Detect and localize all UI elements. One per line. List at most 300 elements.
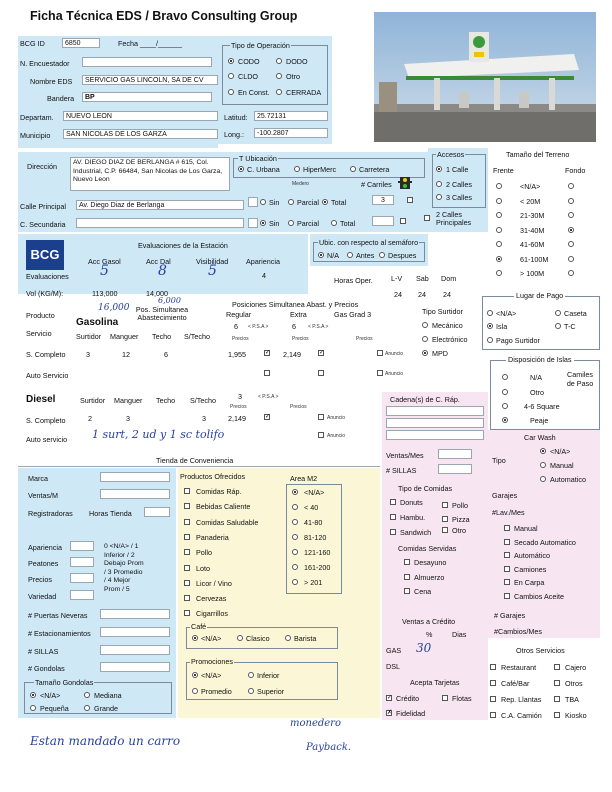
option-hipermerc: HiperMerc: [303, 165, 337, 174]
check-otros-4[interactable]: [490, 696, 496, 702]
radio-fondo-3[interactable]: [568, 227, 574, 233]
radio-area-3[interactable]: [292, 534, 298, 540]
radio-total-2[interactable]: [331, 220, 337, 226]
diesel-anuncio-check[interactable]: ✓: [265, 414, 271, 420]
gas-sc-manguer: 12: [122, 350, 130, 359]
check-producto-2[interactable]: [184, 519, 190, 525]
scale-line-2: Debajo Prom: [104, 560, 144, 567]
option-sin-2: Sin: [269, 219, 280, 228]
servicio-label: Servicio: [26, 329, 52, 338]
radio-dodo[interactable]: [276, 58, 282, 64]
option-area-0: <N/A>: [304, 488, 325, 497]
option-islas-square: 4-6 Square: [524, 402, 560, 411]
radio-sin-2[interactable]: [260, 220, 266, 226]
radio-frente-1[interactable]: [496, 198, 502, 204]
check-desayuno[interactable]: [404, 559, 410, 565]
radio-islas-square[interactable]: [502, 403, 508, 409]
radio-frente-3[interactable]: [496, 227, 502, 233]
scale-line-1: Inferior / 2: [104, 551, 135, 559]
check-cena[interactable]: [404, 588, 410, 594]
option-carwash-check-1: Secado Automatico: [514, 537, 576, 547]
option-gondola-na: <N/A>: [40, 691, 61, 700]
radio-pago-surtidor[interactable]: [487, 337, 493, 343]
depto-label: Departam.: [20, 113, 54, 122]
option-hambu: Hambu.: [400, 513, 426, 522]
radio-carretera[interactable]: [350, 166, 356, 172]
cadena-field-3[interactable]: [386, 430, 484, 440]
vol-diesel-handwritten: 6,000: [158, 296, 181, 305]
option-area-1: < 40: [304, 503, 319, 512]
radio-area-1[interactable]: [292, 504, 298, 510]
islas-title: Disposición de Islas: [508, 355, 572, 364]
diesel-anuncio-label: Anuncio: [327, 415, 346, 421]
tarjetas-title: Acepta Tarjetas: [410, 678, 460, 687]
radio-frente-2[interactable]: [496, 212, 502, 218]
option-total-1: Total: [331, 198, 347, 207]
check-otros-2[interactable]: [490, 680, 496, 686]
radio-carwash-na[interactable]: [540, 448, 546, 454]
radio-fondo-1[interactable]: [568, 198, 574, 204]
option-otros-7: Kiosko: [565, 711, 587, 720]
gondolas-field[interactable]: [100, 662, 170, 672]
encuestador-field[interactable]: [82, 57, 212, 67]
radio-fondo-4[interactable]: [568, 241, 574, 247]
radio-fondo-2[interactable]: [568, 212, 574, 218]
diesel-anuncio-check-2[interactable]: [318, 414, 324, 420]
gas-col-techo: Techo: [152, 332, 172, 341]
option-desayuno: Desayuno: [414, 558, 447, 567]
radio-area-4[interactable]: [292, 549, 298, 555]
option-promo-inferior: Inferior: [257, 671, 280, 680]
option-carwash-na: <N/A>: [550, 447, 571, 456]
eval-visibilidad-value: 5: [208, 263, 217, 279]
diesel-precios: Precios: [230, 404, 247, 410]
option-producto-6: Licor / Vino: [196, 578, 232, 588]
cambios-label: #Cambios/Mes: [494, 627, 542, 636]
cadena-ventas-field[interactable]: [438, 449, 472, 459]
variedad-label: Variedad: [28, 592, 57, 601]
depto-field[interactable]: NUEVO LEON: [63, 111, 218, 121]
check-producto-3[interactable]: [184, 534, 190, 540]
radio-mpd[interactable]: [422, 350, 428, 356]
apariencia-field[interactable]: [70, 541, 94, 551]
radio-frente-6[interactable]: [496, 270, 502, 276]
cadena-field-1[interactable]: [386, 406, 484, 416]
option-cafe-barista: Barista: [294, 634, 317, 643]
check-carwash-2[interactable]: [504, 552, 510, 558]
check-otro-comida[interactable]: [442, 527, 448, 533]
check-producto-4[interactable]: [184, 549, 190, 555]
gas-sc-surtidor: 3: [86, 350, 90, 359]
bandera-field[interactable]: BP: [82, 92, 212, 102]
option-1-calle: 1 Calle: [446, 165, 469, 174]
option-producto-1: Bebidas Caliente: [196, 502, 251, 512]
eval-apariencia-value: 4: [262, 271, 266, 280]
radio-promo-superior[interactable]: [248, 688, 254, 694]
check-donuts[interactable]: [390, 499, 396, 505]
radio-en-const[interactable]: [228, 89, 234, 95]
check-otros-6[interactable]: [490, 712, 496, 718]
option-area-2: 41-80: [304, 518, 323, 527]
horas-dom: 24: [443, 290, 451, 299]
principales-label: 2 Calles Principales: [436, 210, 472, 227]
precios-label: Precios: [28, 575, 52, 584]
productos-title: Productos Ofrecidos: [180, 472, 246, 481]
option-area-5: 161-200: [304, 563, 331, 572]
bcg-id-label: BCG ID: [20, 39, 45, 48]
option-islas-na: N/A: [530, 373, 542, 382]
terreno-option-4: 41-60M: [520, 240, 545, 249]
check-otros-0[interactable]: [490, 664, 496, 670]
radio-sin-1[interactable]: [260, 199, 266, 205]
eval-col-apariencia: Apariencia: [246, 257, 280, 266]
diesel-sc-manguer: 3: [126, 414, 130, 423]
option-area-4: 121-160: [304, 548, 331, 557]
radio-frente-0[interactable]: [496, 183, 502, 189]
check-producto-6[interactable]: [184, 580, 190, 586]
longitud-field[interactable]: -100.2807: [254, 128, 328, 138]
grade3-precios: Precios: [356, 336, 373, 342]
check-fidelidad[interactable]: ✗: [387, 710, 393, 716]
radio-codo[interactable]: [228, 58, 234, 64]
option-dodo: DODO: [286, 57, 308, 66]
municipio-label: Municipio: [20, 131, 51, 140]
option-c-urbana: C. Urbana: [247, 165, 280, 174]
bcg-logo: BCG: [26, 240, 64, 270]
eval-acc-gasol-value: 5: [100, 263, 109, 279]
extra-anuncio-check[interactable]: ✓: [319, 350, 325, 356]
peatones-label: Peatones: [28, 559, 59, 568]
option-cafe-na: <N/A>: [201, 634, 222, 643]
longitud-label: Long.:: [224, 130, 244, 139]
radio-gondola-grande[interactable]: [84, 705, 90, 711]
semaforo-title: Ubic. con respecto al semáforo: [319, 238, 419, 247]
carriles-field[interactable]: 3: [372, 195, 394, 205]
option-mpd: MPD: [432, 349, 448, 358]
radio-electronico[interactable]: [422, 336, 428, 342]
radio-gondola-mediana[interactable]: [84, 692, 90, 698]
radio-frente-4[interactable]: [496, 241, 502, 247]
terreno-option-6: > 100M: [520, 269, 545, 278]
radio-semaforo-na[interactable]: [318, 252, 324, 258]
radio-cldo[interactable]: [228, 73, 234, 79]
radio-cafe-na[interactable]: [192, 635, 198, 641]
option-pago-na: <N/A>: [496, 309, 517, 318]
radio-2-calles[interactable]: [436, 181, 442, 187]
regular-anuncio-check[interactable]: ✓: [265, 350, 271, 356]
gas-col-stecho: S/Techo: [184, 332, 210, 341]
scale-line-5: Prom / 5: [104, 585, 130, 593]
radio-area-5[interactable]: [292, 564, 298, 570]
marca-field[interactable]: [100, 472, 170, 482]
carriles-check-2[interactable]: [400, 218, 406, 224]
check-credito[interactable]: ✓: [387, 695, 393, 701]
accesos-title: Accesos: [437, 150, 465, 159]
radio-fondo-0[interactable]: [568, 183, 574, 189]
num-garajes-label: # Garajes: [494, 611, 526, 620]
medero-label: Medero: [292, 181, 309, 187]
radio-pago-caseta[interactable]: [555, 310, 561, 316]
carril2-box[interactable]: [248, 218, 258, 228]
extra-psa: < P.S.A >: [308, 324, 329, 330]
horas-tienda-label: Horas Tienda: [89, 509, 132, 518]
tipo-comidas-title: Tipo de Comidas: [398, 484, 453, 493]
variedad-field[interactable]: [70, 590, 94, 600]
radio-promo-na[interactable]: [192, 672, 198, 678]
scale-line-0: 0 <N/A> / 1: [104, 543, 139, 550]
radio-c-urbana[interactable]: [238, 166, 244, 172]
option-producto-3: Panaderia: [196, 532, 229, 542]
radio-promo-inferior[interactable]: [248, 672, 254, 678]
direccion-field[interactable]: AV. DIEGO DIAZ DE BERLANGA # 615, Col. Industrial, C.P. 66484, San Nicolas de Los Garza, Nuevo Leon: [70, 157, 230, 191]
latitud-field[interactable]: 25.72131: [254, 111, 328, 121]
conveniencia-title: Tienda de Conveniencia: [156, 456, 234, 465]
option-pizza: Pizza: [452, 515, 470, 524]
radio-carwash-auto[interactable]: [540, 476, 546, 482]
radio-otro[interactable]: [276, 73, 282, 79]
diesel-psa: < P.S.A >: [258, 394, 279, 400]
option-almuerzo: Almuerzo: [414, 573, 445, 582]
conveniencia-sillas-label: # SILLAS: [28, 647, 59, 656]
option-gondola-pequena: Pequeña: [40, 704, 69, 713]
check-otros-3[interactable]: [554, 680, 560, 686]
bcg-id-field[interactable]: 6850: [62, 38, 100, 48]
municipio-field[interactable]: SAN NICOLAS DE LOS GARZA: [63, 129, 218, 139]
carriles-check[interactable]: [407, 197, 413, 203]
radio-cerrada[interactable]: [276, 89, 282, 95]
check-carwash-5[interactable]: [504, 593, 510, 599]
option-parcial-2: Parcial: [297, 219, 319, 228]
option-cafe-clasico: Clasico: [246, 634, 270, 643]
tam-gondolas-title: Tamaño Gondolas: [35, 678, 94, 687]
check-carwash-3[interactable]: [504, 566, 510, 572]
cadena-sillas-label: # SILLAS: [386, 466, 417, 475]
check-otros-1[interactable]: [554, 664, 560, 670]
radio-area-6[interactable]: [292, 579, 298, 585]
cadena-field-2[interactable]: [386, 418, 484, 428]
option-carretera: Carretera: [359, 165, 390, 174]
option-otros-0: Restaurant: [501, 663, 537, 672]
radio-gondola-pequena[interactable]: [30, 705, 36, 711]
bandera-label: Bandera: [47, 94, 75, 103]
option-promo-superior: Superior: [257, 687, 285, 696]
option-carwash-manual: Manual: [550, 461, 574, 470]
carril1-box[interactable]: [248, 197, 258, 207]
radio-parcial-2[interactable]: [288, 220, 294, 226]
posiciones-title: Posiciones Simultanea Abast. y Precios: [232, 300, 359, 309]
radio-pago-tc[interactable]: [555, 323, 561, 329]
carriles-field-2[interactable]: [372, 216, 394, 226]
horas-tienda-field[interactable]: [144, 507, 170, 517]
check-carwash-4[interactable]: [504, 579, 510, 585]
cadena-sillas-field[interactable]: [438, 464, 472, 474]
credito-dsl-label: DSL: [386, 662, 400, 671]
gas-sc-techo: 6: [164, 350, 168, 359]
radio-3-calles[interactable]: [436, 194, 442, 200]
option-otros-5: TBA: [565, 695, 579, 704]
option-pago-surtidor: Pago Surtidor: [496, 336, 540, 345]
scale-line-3: / 3 Promedio: [104, 568, 143, 576]
option-producto-2: Comidas Saludable: [196, 517, 259, 527]
price-regular: 1,955: [228, 350, 246, 359]
option-producto-8: Cigarrillos: [196, 609, 228, 619]
diesel-count: 3: [238, 392, 242, 401]
radio-promo-promedio[interactable]: [192, 688, 198, 694]
diesel-sc-surtidor: 2: [88, 414, 92, 423]
fondo-label: Fondo: [565, 166, 586, 175]
calle-principal-field[interactable]: Av. Diego Diaz de Berlanga: [76, 200, 244, 210]
terreno-title: Tamaño del Terreno: [506, 150, 570, 159]
check-hambu[interactable]: [390, 514, 396, 520]
sillas-field[interactable]: [100, 645, 170, 655]
regular-psa: < P.S.A >: [248, 324, 269, 330]
ventas-field[interactable]: [100, 489, 170, 499]
option-credito: Crédito: [396, 694, 420, 703]
option-semaforo-antes: Antes: [356, 251, 375, 260]
eval-col-acc-gasol: Acc Gasol: [88, 257, 121, 266]
s-completo-label: S. Completo: [26, 350, 66, 359]
frente-label: Frente: [493, 166, 514, 175]
radio-islas-peaje[interactable]: [502, 417, 508, 423]
check-producto-7[interactable]: [184, 595, 190, 601]
option-2-calles: 2 Calles: [446, 180, 472, 189]
radio-cafe-barista[interactable]: [285, 635, 291, 641]
option-otros-6: C.A. Camión: [501, 711, 542, 720]
grade3-anuncio-check[interactable]: [377, 350, 383, 356]
radio-hipermerc[interactable]: [294, 166, 300, 172]
peatones-field[interactable]: [70, 557, 94, 567]
radio-semaforo-antes[interactable]: [347, 252, 353, 258]
nombre-field[interactable]: SERVICIO GAS LINCOLN, SA DE CV: [82, 75, 218, 85]
radio-pago-na[interactable]: [487, 310, 493, 316]
option-carwash-check-5: Cambios Aceite: [514, 591, 564, 601]
check-flotas[interactable]: [442, 695, 448, 701]
check-carwash-1[interactable]: [504, 539, 510, 545]
radio-gondola-na[interactable]: [30, 692, 36, 698]
auto-grade3-check[interactable]: [377, 370, 383, 376]
comidas-servidas-title: Comidas Servidas: [398, 544, 457, 553]
radio-parcial-1[interactable]: [288, 199, 294, 205]
horas-label: Horas Oper.: [334, 276, 373, 285]
ubicacion-title: T Ubicación: [239, 154, 277, 163]
option-pago-caseta: Caseta: [564, 309, 587, 318]
radio-carwash-manual[interactable]: [540, 462, 546, 468]
option-en-const: En Const.: [238, 88, 270, 97]
option-carwash-check-2: Automático: [514, 551, 550, 560]
diesel-auto-check[interactable]: [318, 432, 324, 438]
check-producto-8[interactable]: [184, 610, 190, 616]
radio-islas-otro[interactable]: [502, 389, 508, 395]
dia-sab: Sab: [416, 274, 429, 283]
radio-frente-5[interactable]: [496, 256, 502, 262]
carriles-label: # Carriles: [361, 180, 392, 189]
evaluaciones-title: Evaluaciones de la Estación: [138, 241, 228, 250]
vol-gasolina-handwritten: 16,000: [98, 303, 130, 313]
principales-check[interactable]: [424, 215, 430, 221]
check-otros-7[interactable]: [554, 712, 560, 718]
radio-mecanico[interactable]: [422, 322, 428, 328]
check-producto-5[interactable]: [184, 565, 190, 571]
check-producto-1[interactable]: [184, 503, 190, 509]
diesel-auto-label: Auto servicio: [26, 435, 68, 444]
scale-line-4: / 4 Mejor: [104, 577, 131, 584]
regular-count: 6: [234, 322, 238, 331]
option-area-3: 81-120: [304, 533, 327, 542]
check-otros-5[interactable]: [554, 696, 560, 702]
estac-field[interactable]: [100, 627, 170, 637]
garajes-label: Garajes: [492, 491, 518, 500]
radio-area-2[interactable]: [292, 519, 298, 525]
regular-precios: Precios: [232, 336, 249, 342]
auto-extra-check[interactable]: [318, 370, 324, 376]
radio-pago-isla[interactable]: [487, 323, 493, 329]
radio-fondo-5[interactable]: [568, 256, 574, 262]
check-producto-0[interactable]: [184, 488, 190, 494]
auto-servicio-label: Auto Servicio: [26, 371, 69, 380]
diesel-precios-2: Precios: [290, 404, 307, 410]
diesel-sc-techo: 3: [202, 414, 206, 423]
lugar-pago-title: Lugar de Pago: [516, 291, 564, 300]
precios-field[interactable]: [70, 573, 94, 583]
check-pizza[interactable]: [442, 516, 448, 522]
gas-col-manguer: Manguer: [110, 332, 139, 341]
radio-total-1[interactable]: [322, 199, 328, 205]
carwash-title: Car Wash: [524, 433, 556, 442]
vol-gasolina: 113,000: [92, 289, 118, 298]
otros-title: Otros Servicios: [516, 646, 565, 655]
radio-semaforo-despues[interactable]: [379, 252, 385, 258]
auto-regular-check[interactable]: [264, 370, 270, 376]
option-mecanico: Mecánico: [432, 321, 463, 330]
option-sandwich: Sandwich: [400, 528, 432, 537]
option-otros-2: Café/Bar: [501, 679, 530, 688]
check-almuerzo[interactable]: [404, 574, 410, 580]
check-carwash-0[interactable]: [504, 525, 510, 531]
option-pago-tc: T-C: [564, 322, 576, 331]
lav-label: #Lav./Mes: [492, 508, 525, 517]
diesel-col-manguer: Manguer: [114, 396, 143, 405]
pos-simultanea-label: Pos. Simultanea Abastecimiento: [135, 305, 189, 322]
check-pollo-comida[interactable]: [442, 502, 448, 508]
option-cldo: CLDO: [238, 72, 258, 81]
option-producto-7: Cervezas: [196, 594, 227, 604]
terreno-option-2: 21-30M: [520, 211, 545, 220]
evaluaciones-label: Evaluaciones: [26, 272, 69, 281]
option-promo-na: <N/A>: [201, 671, 222, 680]
cafe-title: Café: [191, 622, 207, 631]
option-otro: Otro: [286, 72, 300, 81]
check-sandwich[interactable]: [390, 529, 396, 535]
calle-secundaria-field[interactable]: [76, 218, 244, 228]
option-sin-1: Sin: [269, 198, 280, 207]
nombre-label: Nombre EDS: [30, 77, 73, 86]
option-parcial-1: Parcial: [297, 198, 319, 207]
vol-label: Vol (KG/M):: [26, 289, 64, 298]
radio-area-0[interactable]: [292, 489, 298, 495]
grade-3: Gas Grad 3: [334, 310, 372, 319]
promo-title: Promociones: [191, 657, 233, 666]
radio-cafe-clasico[interactable]: [237, 635, 243, 641]
option-semaforo-despues: Despues: [388, 251, 417, 260]
radio-islas-na[interactable]: [502, 374, 508, 380]
neveras-field[interactable]: [100, 609, 170, 619]
option-electronico: Electrónico: [432, 335, 468, 344]
radio-1-calle[interactable]: [436, 166, 442, 172]
option-cena: Cena: [414, 587, 432, 596]
horas-sab: 24: [418, 290, 426, 299]
radio-fondo-6[interactable]: [568, 270, 574, 276]
option-pago-isla: Isla: [496, 322, 508, 331]
